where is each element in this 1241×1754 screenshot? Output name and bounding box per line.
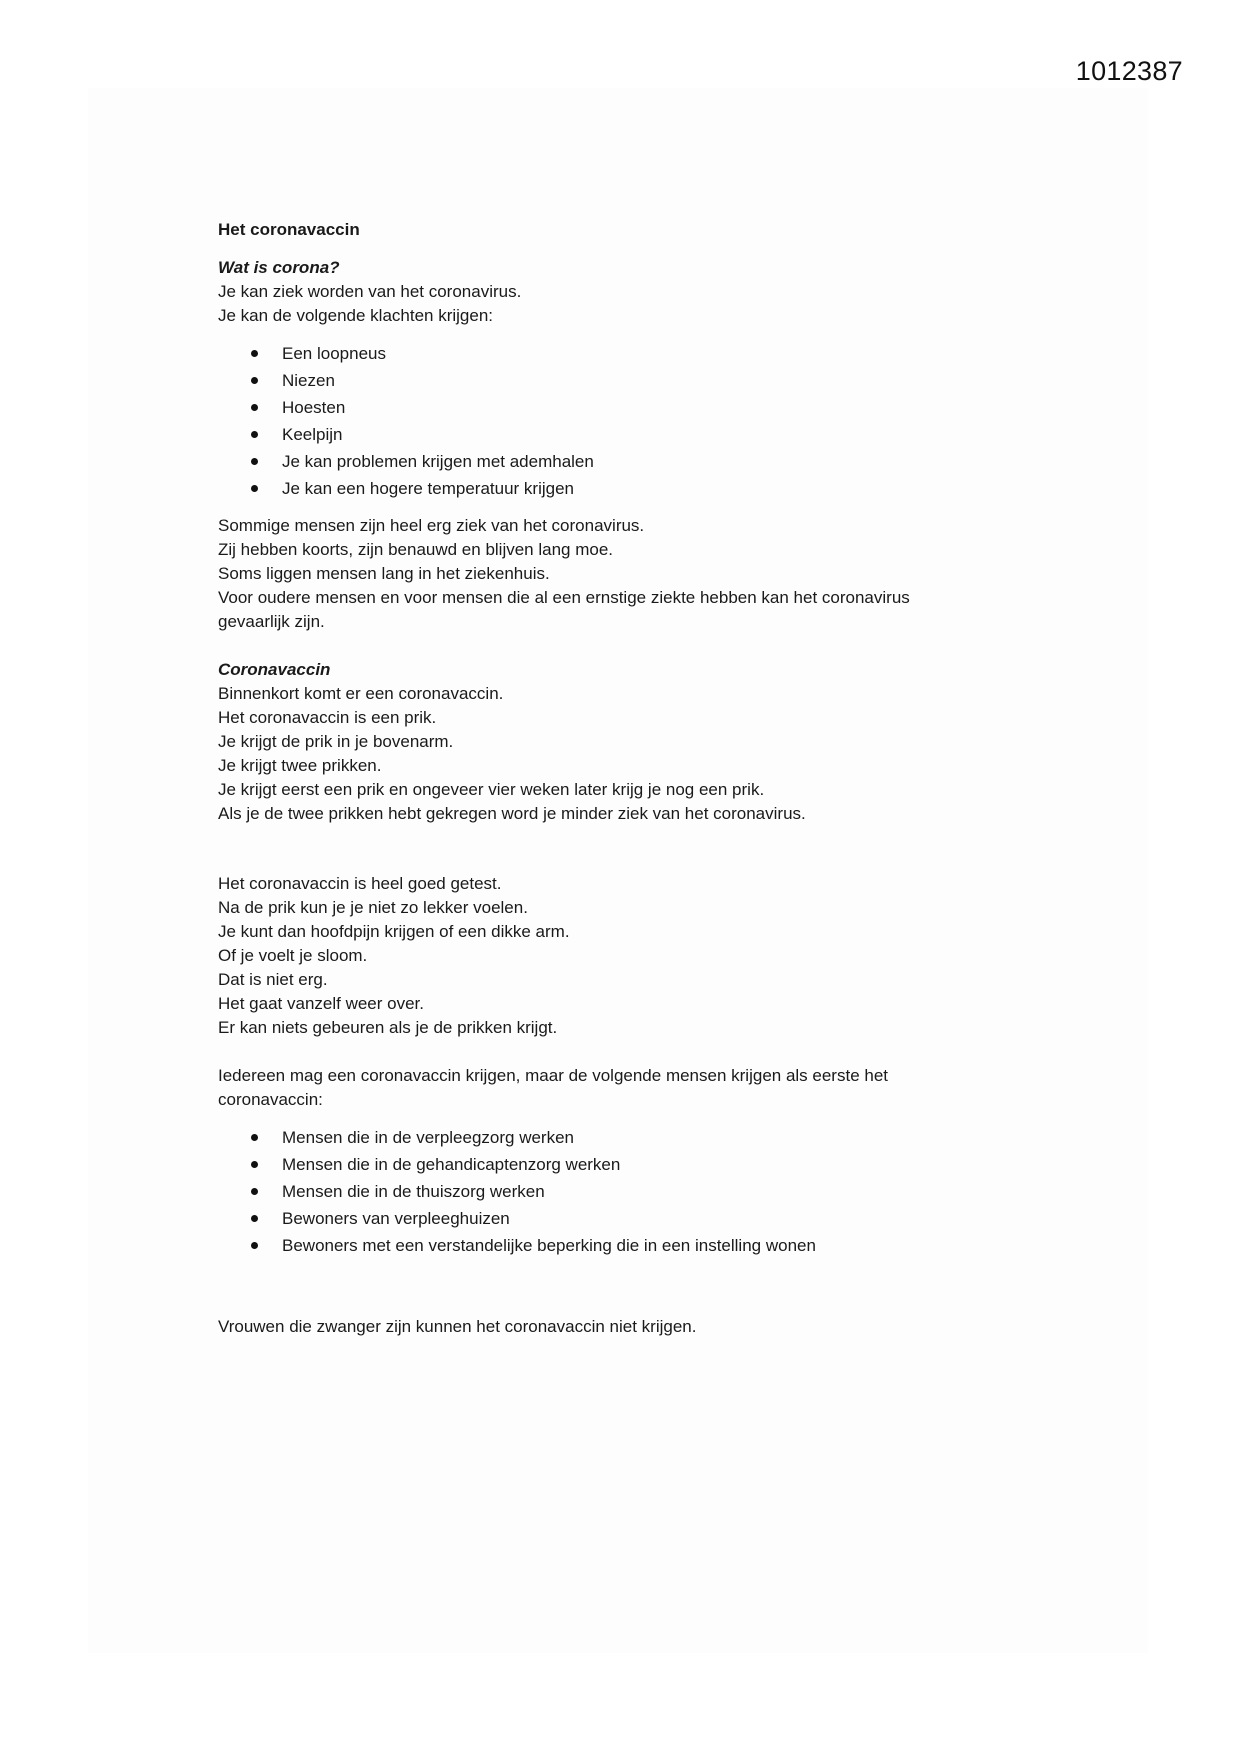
- list-item-text: Mensen die in de verpleegzorg werken: [282, 1128, 575, 1147]
- paragraph-line: Soms liggen mensen lang in het ziekenhuis.: [218, 564, 550, 583]
- bullet-icon: [251, 404, 258, 411]
- paragraph-line: Zij hebben koorts, zijn benauwd en blijven lang moe.: [218, 540, 614, 559]
- paragraph-line: gevaarlijk zijn.: [218, 612, 325, 631]
- bullet-icon: [251, 1242, 258, 1249]
- paragraph-line: Het gaat vanzelf weer over.: [218, 994, 425, 1013]
- list-item-text: Bewoners met een verstandelijke beperking die in een instelling wonen: [282, 1236, 816, 1255]
- paragraph-line: Iedereen mag een coronavaccin krijgen, maar de volgende mensen krijgen als eerste het: [218, 1066, 889, 1085]
- bullet-icon: [251, 377, 258, 384]
- bullet-icon: [251, 1188, 258, 1195]
- list-item: [218, 1124, 1018, 1151]
- list-item-text: Mensen die in de gehandicaptenzorg werken: [282, 1155, 621, 1174]
- list-item: [218, 394, 1018, 421]
- list-item: [218, 367, 1018, 394]
- paragraph-line: Of je voelt je sloom.: [218, 946, 368, 965]
- document-number: 1012387: [1075, 56, 1183, 86]
- paragraph-line: Je kan de volgende klachten krijgen:: [218, 306, 494, 325]
- list-item-text: Niezen: [282, 371, 335, 390]
- symptoms-list: [218, 340, 1018, 502]
- section-heading-wat-is-corona: Wat is corona?: [218, 258, 340, 277]
- section-heading-coronavaccin: Coronavaccin: [218, 660, 331, 679]
- list-item-text: Mensen die in de thuiszorg werken: [282, 1182, 545, 1201]
- paragraph-line: Voor oudere mensen en voor mensen die al een ernstige ziekte hebben kan het coronavirus: [218, 588, 910, 607]
- list-item: [218, 340, 1018, 367]
- document-title: Het coronavaccin: [218, 220, 360, 239]
- list-item: [218, 421, 1018, 448]
- paragraph-line: Je kunt dan hoofdpijn krijgen of een dikke arm.: [218, 922, 570, 941]
- paragraph-line: Je krijgt twee prikken.: [218, 756, 382, 775]
- paragraph-line: Binnenkort komt er een coronavaccin.: [218, 684, 504, 703]
- paragraph-line: Het coronavaccin is heel goed getest.: [218, 874, 502, 893]
- priority-intro: [218, 1064, 1018, 1112]
- list-item: [218, 475, 1018, 502]
- bullet-icon: [251, 458, 258, 465]
- paragraph-line: Je kan ziek worden van het coronavirus.: [218, 282, 522, 301]
- bullet-icon: [251, 1161, 258, 1168]
- paragraph-line: Dat is niet erg.: [218, 970, 328, 989]
- list-item-text: Hoesten: [282, 398, 346, 417]
- severity-paragraph: [218, 514, 1018, 634]
- paragraph-line: Na de prik kun je je niet zo lekker voelen.: [218, 898, 528, 917]
- bullet-icon: [251, 350, 258, 357]
- bullet-icon: [251, 431, 258, 438]
- priority-groups-list: [218, 1124, 1018, 1259]
- paragraph-line: Het coronavaccin is een prik.: [218, 708, 437, 727]
- list-item-text: Keelpijn: [282, 425, 343, 444]
- bullet-icon: [251, 1134, 258, 1141]
- side-effects-paragraph: [218, 872, 1018, 1040]
- list-item: [218, 1151, 1018, 1178]
- document-body: [218, 218, 1018, 1339]
- paragraph-line: Als je de twee prikken hebt gekregen word je minder ziek van het coronavirus.: [218, 804, 806, 823]
- paragraph-line: Er kan niets gebeuren als je de prikken krijgt.: [218, 1018, 558, 1037]
- list-item: [218, 1232, 1018, 1259]
- list-item-text: Je kan een hogere temperatuur krijgen: [282, 479, 575, 498]
- vaccine-paragraph: [218, 682, 1018, 826]
- paragraph-line: Je krijgt de prik in je bovenarm.: [218, 732, 454, 751]
- list-item: [218, 1178, 1018, 1205]
- bullet-icon: [251, 1215, 258, 1222]
- paragraph-line: Je krijgt eerst een prik en ongeveer vier weken later krijg je nog een prik.: [218, 780, 765, 799]
- paragraph-line: coronavaccin:: [218, 1090, 323, 1109]
- list-item: [218, 448, 1018, 475]
- pregnancy-note: Vrouwen die zwanger zijn kunnen het coronavaccin niet krijgen.: [218, 1317, 697, 1336]
- list-item-text: Een loopneus: [282, 344, 386, 363]
- list-item-text: Bewoners van verpleeghuizen: [282, 1209, 510, 1228]
- list-item: [218, 1205, 1018, 1232]
- list-item-text: Je kan problemen krijgen met ademhalen: [282, 452, 594, 471]
- bullet-icon: [251, 485, 258, 492]
- paragraph-line: Sommige mensen zijn heel erg ziek van het coronavirus.: [218, 516, 645, 535]
